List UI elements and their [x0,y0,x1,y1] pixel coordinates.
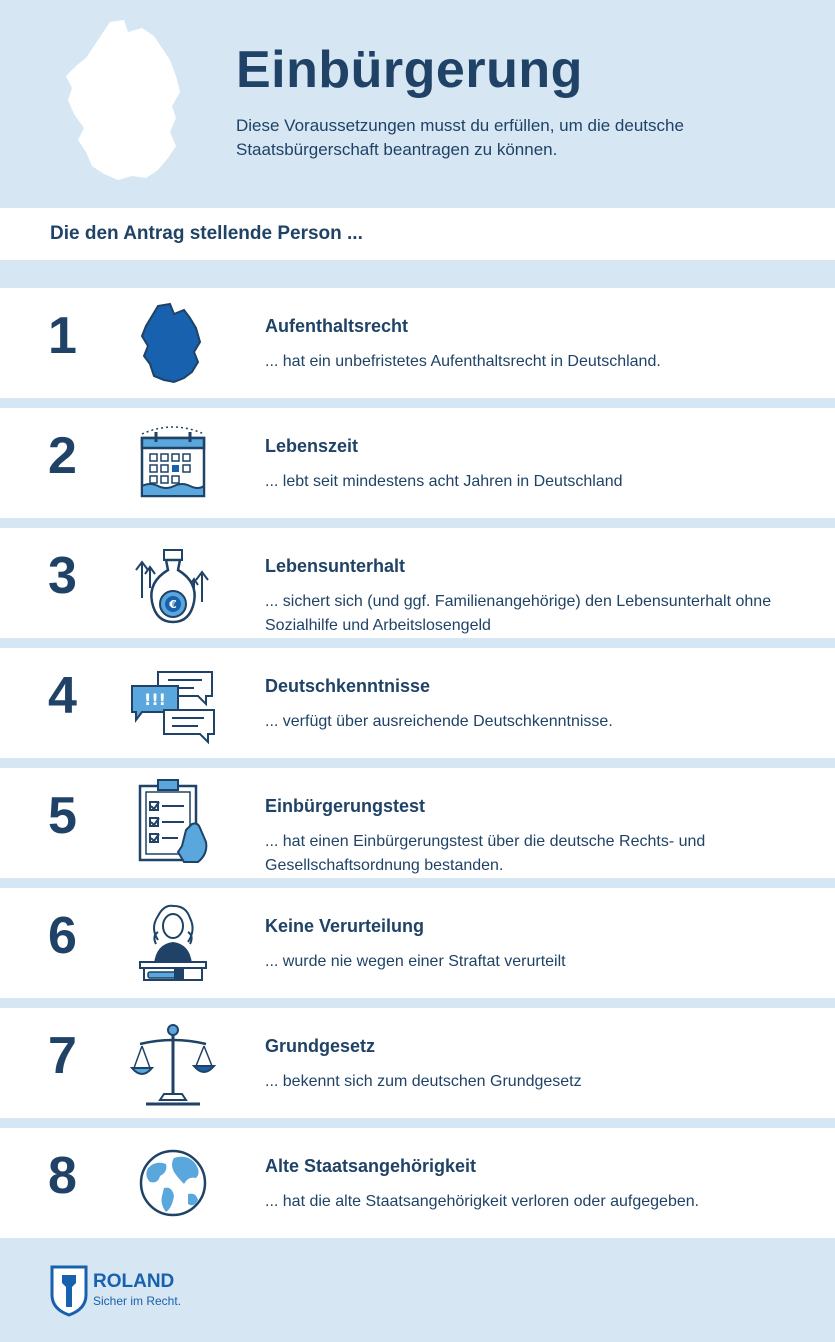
list-item [0,288,835,398]
item-title: Lebensunterhalt [265,556,406,576]
judge-icon [128,898,218,988]
brand-claim: Sicher im Recht. [93,1294,182,1308]
item-number: 8 [48,1147,77,1205]
item-title: Einbürgerungstest [265,796,426,816]
list-item [0,648,835,758]
item-number: 6 [48,907,77,965]
item-description: ... hat die alte Staatsangehörigkeit verloren oder aufgegeben. [265,1193,700,1210]
item-description: ... lebt seit mindestens acht Jahren in Deutschland [265,473,623,490]
item-title: Aufenthaltsrecht [265,316,409,336]
germany-map-icon [58,18,188,183]
page-title: Einbürgerung [236,41,583,99]
page-subtitle: Diese Voraussetzungen musst du erfüllen, um die deutsche Staatsbürgerschaft beantragen zu können. [236,116,684,159]
list-item [0,408,835,518]
roland-shield-icon [50,1265,88,1317]
item-description: ... hat ein unbefristetes Aufenthaltsrecht in Deutschland. [265,353,661,370]
item-number: 2 [48,427,77,485]
item-description: ... hat einen Einbürgerungstest über die deutsche Rechts- und Gesellschaftsordnung bestanden. [265,833,706,874]
checklist-icon [128,778,218,868]
item-number: 7 [48,1027,77,1085]
list-item [0,1128,835,1238]
item-description: ... bekennt sich zum deutschen Grundgesetz [265,1073,582,1090]
germany-map-icon [128,298,218,388]
list-item [0,768,835,878]
list-item [0,888,835,998]
item-description: ... verfügt über ausreichende Deutschkenntnisse. [265,713,613,730]
list-item [0,1008,835,1118]
calendar-icon [128,418,218,508]
intro-band [0,208,835,260]
speech-bubbles-icon [128,658,218,748]
roland-logo[interactable] [50,1265,190,1319]
item-description: ... wurde nie wegen einer Straftat verurteilt [265,953,566,970]
svg-text:€: € [169,598,177,611]
brand-name: ROLAND [93,1271,175,1292]
list-item [0,528,835,638]
svg-text:!!!: !!! [144,690,166,709]
scales-icon [128,1018,218,1108]
item-title: Keine Verurteilung [265,916,425,936]
item-title: Alte Staatsangehörigkeit [265,1156,477,1176]
footer [0,1240,835,1342]
item-number: 3 [48,547,77,605]
item-title: Lebenszeit [265,436,359,456]
item-title: Grundgesetz [265,1036,376,1056]
item-title: Deutschkenntnisse [265,676,431,696]
money-bag-icon [128,538,218,628]
item-description: ... sichert sich (und ggf. Familienangehörige) den Lebensunterhalt ohne Sozialhilfe und Arbeitslosengeld [265,593,772,634]
item-number: 1 [48,307,77,365]
item-number: 4 [48,667,77,725]
globe-icon [128,1138,218,1228]
item-number: 5 [48,787,77,845]
header [0,0,835,208]
intro-text: Die den Antrag stellende Person ... [50,223,363,244]
